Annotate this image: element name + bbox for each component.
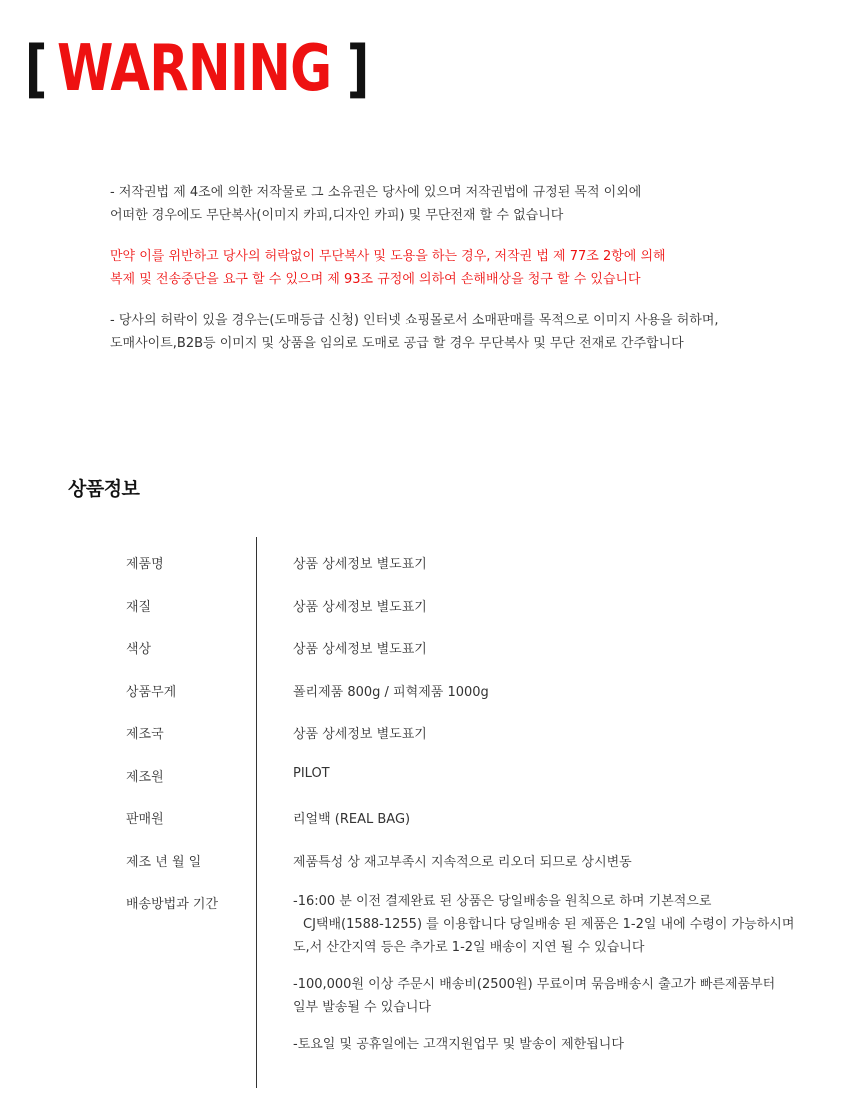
- copyright-notice: [110, 181, 850, 373]
- warning-header: [22, 32, 372, 106]
- notice-paragraph-3: [110, 309, 850, 355]
- warning-close-bracket: ]: [347, 32, 369, 105]
- product-info-title: 상품정보: [68, 478, 140, 500]
- spec-label-weight: 상품무게: [126, 685, 177, 700]
- shipping-line-2: CJ택배(1588-1255) 를 이용합니다 당일배송 된 제품은 1-2일 내에 수령이 가능하시며: [303, 917, 795, 932]
- spec-value-product-name: 상품 상세정보 별도표기: [293, 557, 427, 572]
- shipping-line-3: 도,서 산간지역 등은 추가로 1-2일 배송이 지연 될 수 있습니다: [293, 940, 645, 955]
- spec-value-manufacturer: PILOT: [293, 766, 330, 781]
- notice-paragraph-1: [110, 181, 850, 227]
- spec-label-material: 재질: [126, 600, 152, 615]
- notice-paragraph-2-warning: [110, 245, 850, 291]
- notice-p2-line2: 복제 및 전송중단을 요구 할 수 있으며 제 93조 규정에 의하여 손해배상을 청구 할 수 있습니다: [110, 272, 641, 287]
- shipping-line-6: -토요일 및 공휴일에는 고객지원업무 및 발송이 제한됩니다: [293, 1037, 624, 1052]
- notice-p1-line2: 어떠한 경우에도 무단복사(이미지 카피,디자인 카피) 및 무단전재 할 수 없습니다: [110, 208, 564, 223]
- spec-value-shipping: [293, 890, 853, 1070]
- spec-value-color: 상품 상세정보 별도표기: [293, 642, 427, 657]
- notice-p1-line1: - 저작권법 제 4조에 의한 저작물로 그 소유권은 당사에 있으며 저작권법에 규정된 목적 이외에: [110, 185, 642, 200]
- shipping-line-5: 일부 발송될 수 있습니다: [293, 1000, 431, 1015]
- notice-p3-line1: - 당사의 허락이 있을 경우는(도매등급 신청) 인터넷 쇼핑몰로서 소매판매를 목적으로 이미지 사용을 허하며,: [110, 313, 719, 328]
- shipping-line-1: -16:00 분 이전 결제완료 된 상품은 당일배송을 원칙으로 하며 기본적으로: [293, 894, 712, 909]
- spec-value-material: 상품 상세정보 별도표기: [293, 600, 427, 615]
- shipping-paragraph-3: [293, 1033, 853, 1056]
- shipping-paragraph-2: [293, 973, 853, 1019]
- spec-label-seller: 판매원: [126, 812, 164, 827]
- spec-value-weight: 폴리제품 800g / 피혁제품 1000g: [293, 685, 489, 700]
- spec-label-color: 색상: [126, 642, 152, 657]
- warning-title: WARNING: [57, 32, 332, 106]
- notice-p2-line1: 만약 이를 위반하고 당사의 허락없이 무단복사 및 도용을 하는 경우, 저작권 법 제 77조 2항에 의해: [110, 249, 666, 264]
- spec-value-country: 상품 상세정보 별도표기: [293, 727, 427, 742]
- spec-value-manufacture-date: 제품특성 상 재고부족시 지속적으로 리오더 되므로 상시변동: [293, 855, 632, 870]
- spec-label-country: 제조국: [126, 727, 164, 742]
- spec-label-product-name: 제품명: [126, 557, 164, 572]
- shipping-line-4: -100,000원 이상 주문시 배송비(2500원) 무료이며 묶음배송시 출고가 빠른제품부터: [293, 977, 776, 992]
- shipping-paragraph-1: [293, 890, 853, 959]
- warning-open-bracket: [: [24, 32, 47, 105]
- spec-label-manufacturer: 제조원: [126, 770, 164, 785]
- spec-label-manufacture-date: 제조 년 월 일: [126, 855, 202, 870]
- spec-value-seller: 리얼백 (REAL BAG): [293, 812, 411, 827]
- spec-label-shipping: 배송방법과 기간: [126, 897, 219, 912]
- spec-table-divider: [256, 537, 257, 1088]
- notice-p3-line2: 도매사이트,B2B등 이미지 및 상품을 임의로 도매로 공급 할 경우 무단복사 및 무단 전재로 간주합니다: [110, 336, 684, 351]
